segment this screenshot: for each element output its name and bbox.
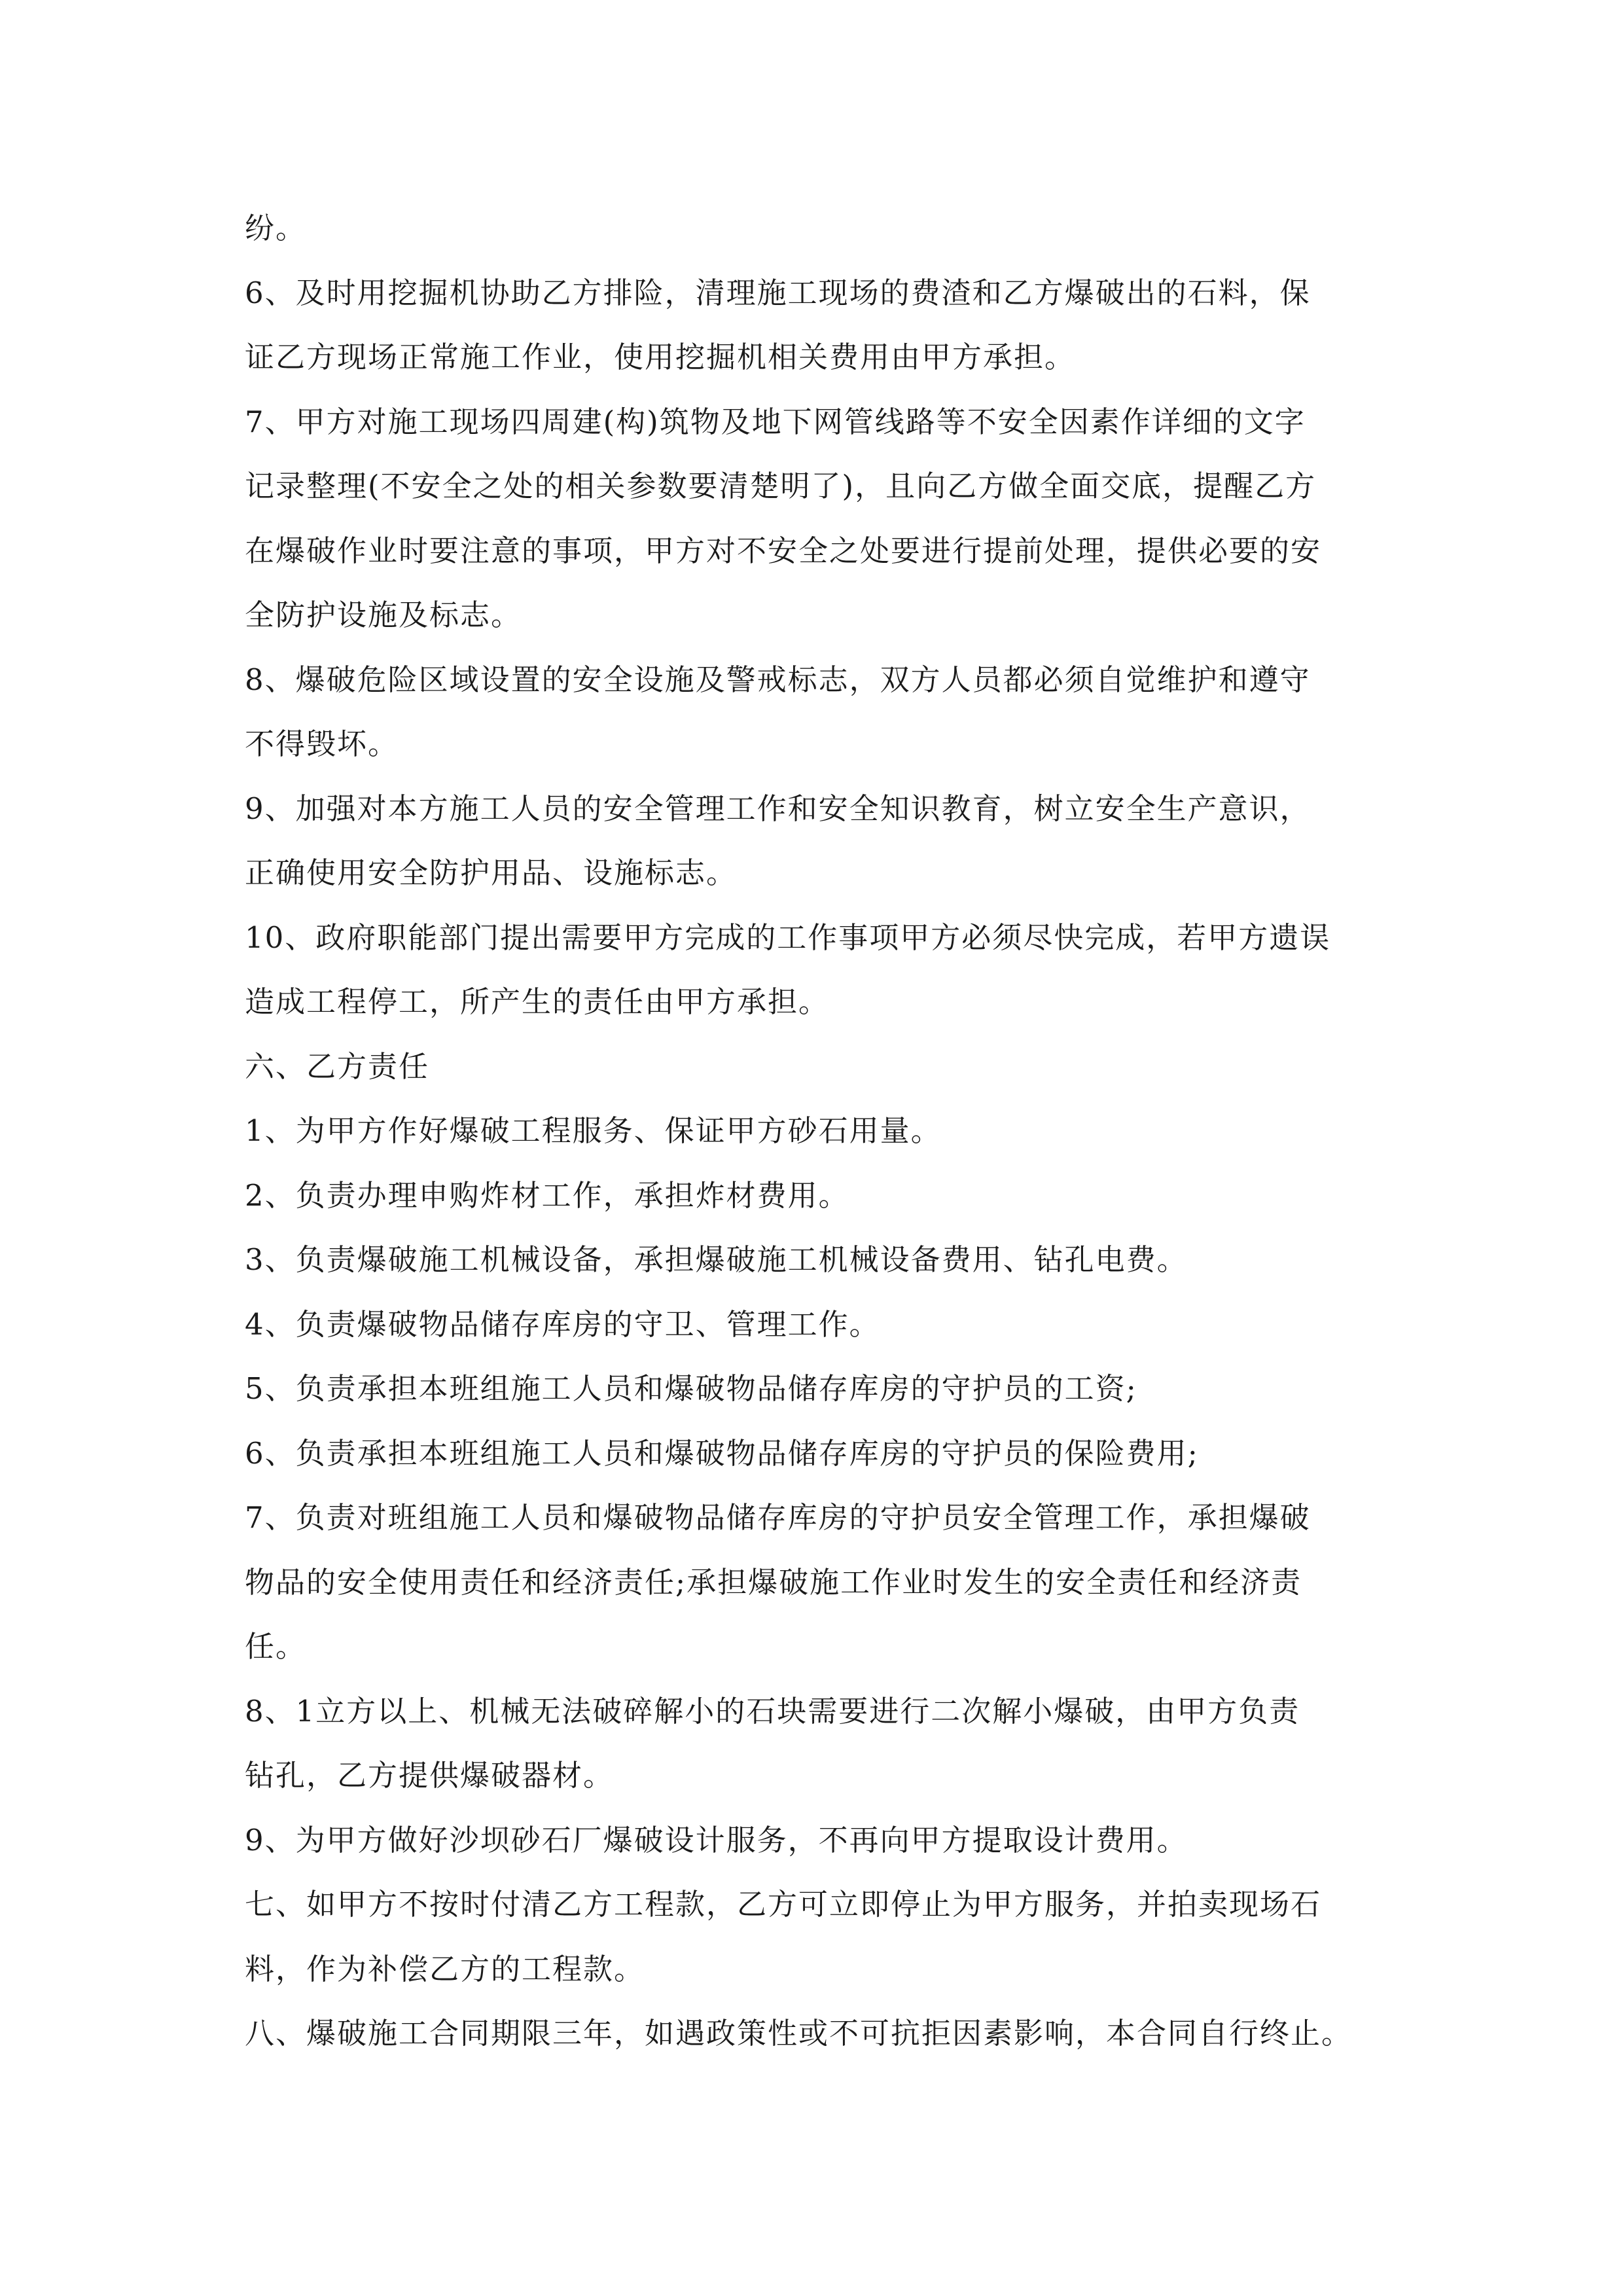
text-line: 1、为甲方作好爆破工程服务、保证甲方砂石用量。 [245,1113,942,1148]
text-line: 3、负责爆破施工机械设备，承担爆破施工机械设备费用、钻孔电费。 [245,1242,1188,1277]
text-line: 料，作为补偿乙方的工程款。 [245,1951,645,1986]
text-line: 正确使用安全防护用品、设施标志。 [245,855,738,890]
text-line: 2、负责办理申购炸材工作，承担炸材费用。 [245,1177,849,1213]
text-line: 全防护设施及标志。 [245,598,522,632]
text-line: 9、为甲方做好沙坝砂石厂爆破设计服务，不再向甲方提取设计费用。 [245,1822,1188,1857]
section-heading: 七、如甲方不按时付清乙方工程款，乙方可立即停止为甲方服务，并拍卖现场石 [245,1887,1322,1922]
text-line: 不得毁坏。 [245,726,399,761]
text-line: 在爆破作业时要注意的事项，甲方对不安全之处要进行提前处理，提供必要的安 [245,533,1322,568]
text-line: 钻孔，乙方提供爆破器材。 [245,1758,615,1793]
text-line: 10、政府职能部门提出需要甲方完成的工作事项甲方必须尽快完成，若甲方遗误 [245,920,1331,955]
text-line: 4、负责爆破物品储存库房的守卫、管理工作。 [245,1306,880,1342]
text-line: 证乙方现场正常施工作业，使用挖掘机相关费用由甲方承担。 [245,340,1076,374]
section-heading: 八、爆破施工合同期限三年，如遇政策性或不可抗拒因素影响，本合同自行终止。 [245,2016,1353,2051]
text-line: 纷。 [245,211,307,245]
text-line: 7、甲方对施工现场四周建(构)筑物及地下网管线路等不安全因素作详细的文字 [245,404,1306,439]
contract-text [245,196,1383,2066]
text-line: 7、负责对班组施工人员和爆破物品储存库房的守护员安全管理工作，承担爆破 [245,1500,1311,1535]
text-line: 造成工程停工，所产生的责任由甲方承担。 [245,984,830,1019]
section-heading: 六、乙方责任 [245,1049,430,1084]
text-line: 任。 [245,1629,307,1664]
text-line: 6、负责承担本班组施工人员和爆破物品储存库房的守护员的保险费用; [245,1435,1199,1471]
text-line: 8、爆破危险区域设置的安全设施及警戒标志，双方人员都必须自觉维护和遵守 [245,662,1311,697]
text-line: 5、负责承担本班组施工人员和爆破物品储存库房的守护员的工资; [245,1371,1137,1406]
text-line: 9、加强对本方施工人员的安全管理工作和安全知识教育，树立安全生产意识， [245,791,1311,826]
text-line: 记录整理(不安全之处的相关参数要清楚明了)，且向乙方做全面交底，提醒乙方 [245,469,1317,503]
text-line: 物品的安全使用责任和经济责任;承担爆破施工作业时发生的安全责任和经济责 [245,1564,1302,1600]
text-line: 6、及时用挖掘机协助乙方排险，清理施工现场的费渣和乙方爆破出的石料，保 [245,275,1311,310]
text-line: 8、1立方以上、机械无法破碎解小的石块需要进行二次解小爆破，由甲方负责 [245,1693,1300,1729]
